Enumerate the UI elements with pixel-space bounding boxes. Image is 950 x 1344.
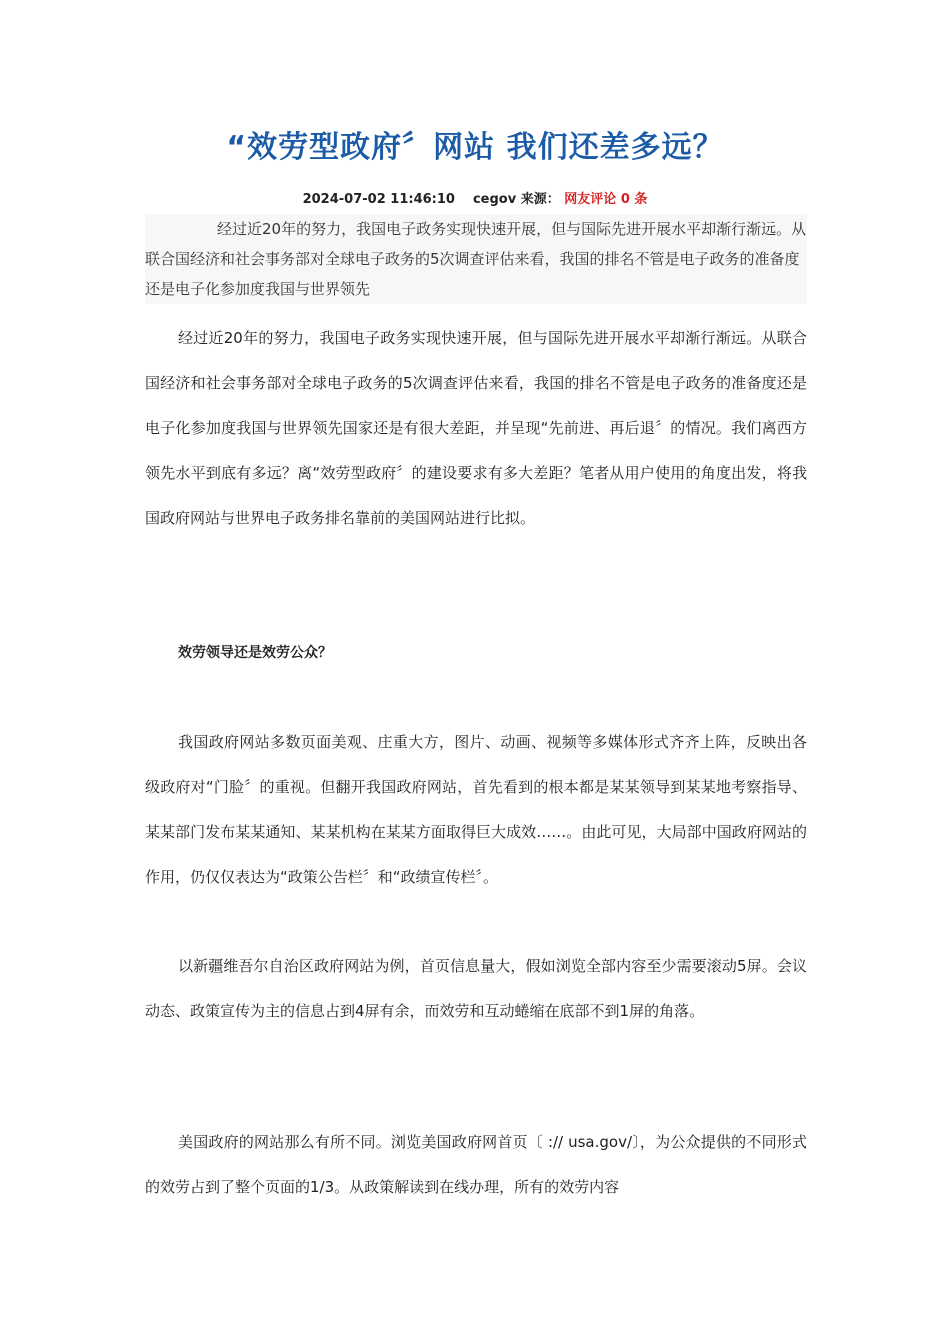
- paragraph-intro: 经过近20年的努力，我国电子政务实现快速开展，但与国际先进开展水平却渐行渐远。从联合国经济和社会事务部对全球电子政务的5次调查评估来看，我国的排名不管是电子政务的准备度还是电子化参加度我国与世界领先国家还是有很大差距，并呈现“先前进、再后退〞的情况。我们离西方领先水平到底有多远？离“效劳型政府〞的建设要求有多大差距？笔者从用户使用的角度出发，将我国政府网站与世界电子政务排名靠前的美国网站进行比拟。: [145, 329, 807, 527]
- paragraph-usa: 美国政府的网站那么有所不同。浏览美国政府网首页〔 :// usa.gov/〕，为公众提供的不同形式的效劳占到了整个页面的1/3。从政策解读到在线办理，所有的效劳内容: [145, 1133, 807, 1196]
- article-title: “效劳型政府〞网站 我们还差多远？: [226, 130, 724, 165]
- article-meta: [0, 190, 950, 210]
- section-heading: 效劳领导还是效劳公众？: [178, 645, 332, 661]
- author: cegov: [472, 192, 517, 207]
- comments-count: 0: [620, 192, 630, 207]
- publish-datetime: 2024-07-02 11:46:10: [302, 192, 455, 207]
- article-summary: 经过近20年的努力，我国电子政务实现快速开展，但与国际先进开展水平却渐行渐远。从联合国经济和社会事务部对全球电子政务的5次调查评估来看，我国的排名不管是电子政务的准备度还是电子化参加度我国与世界领先: [145, 214, 807, 304]
- comments-link[interactable]: 网友评论: [564, 192, 617, 207]
- comments-unit: 条: [634, 192, 648, 207]
- source-label: 来源：: [520, 192, 560, 207]
- paragraph-xinjiang: 以新疆维吾尔自治区政府网站为例，首页信息量大，假如浏览全部内容至少需要滚动5屏。会议动态、政策宣传为主的信息占到4屏有余，而效劳和互动蜷缩在底部不到1屏的角落。: [145, 957, 807, 1020]
- paragraph-china-sites: 我国政府网站多数页面美观、庄重大方，图片、动画、视频等多媒体形式齐齐上阵，反映出各级政府对“门脸〞的重视。但翻开我国政府网站，首先看到的根本都是某某领导到某某地考察指导、某某部门发布某某通知、某某机构在某某方面取得巨大成效……。由此可见，大局部中国政府网站的作用，仍仅仅表达为“政策公告栏〞和“政绩宣传栏〞。: [145, 733, 807, 886]
